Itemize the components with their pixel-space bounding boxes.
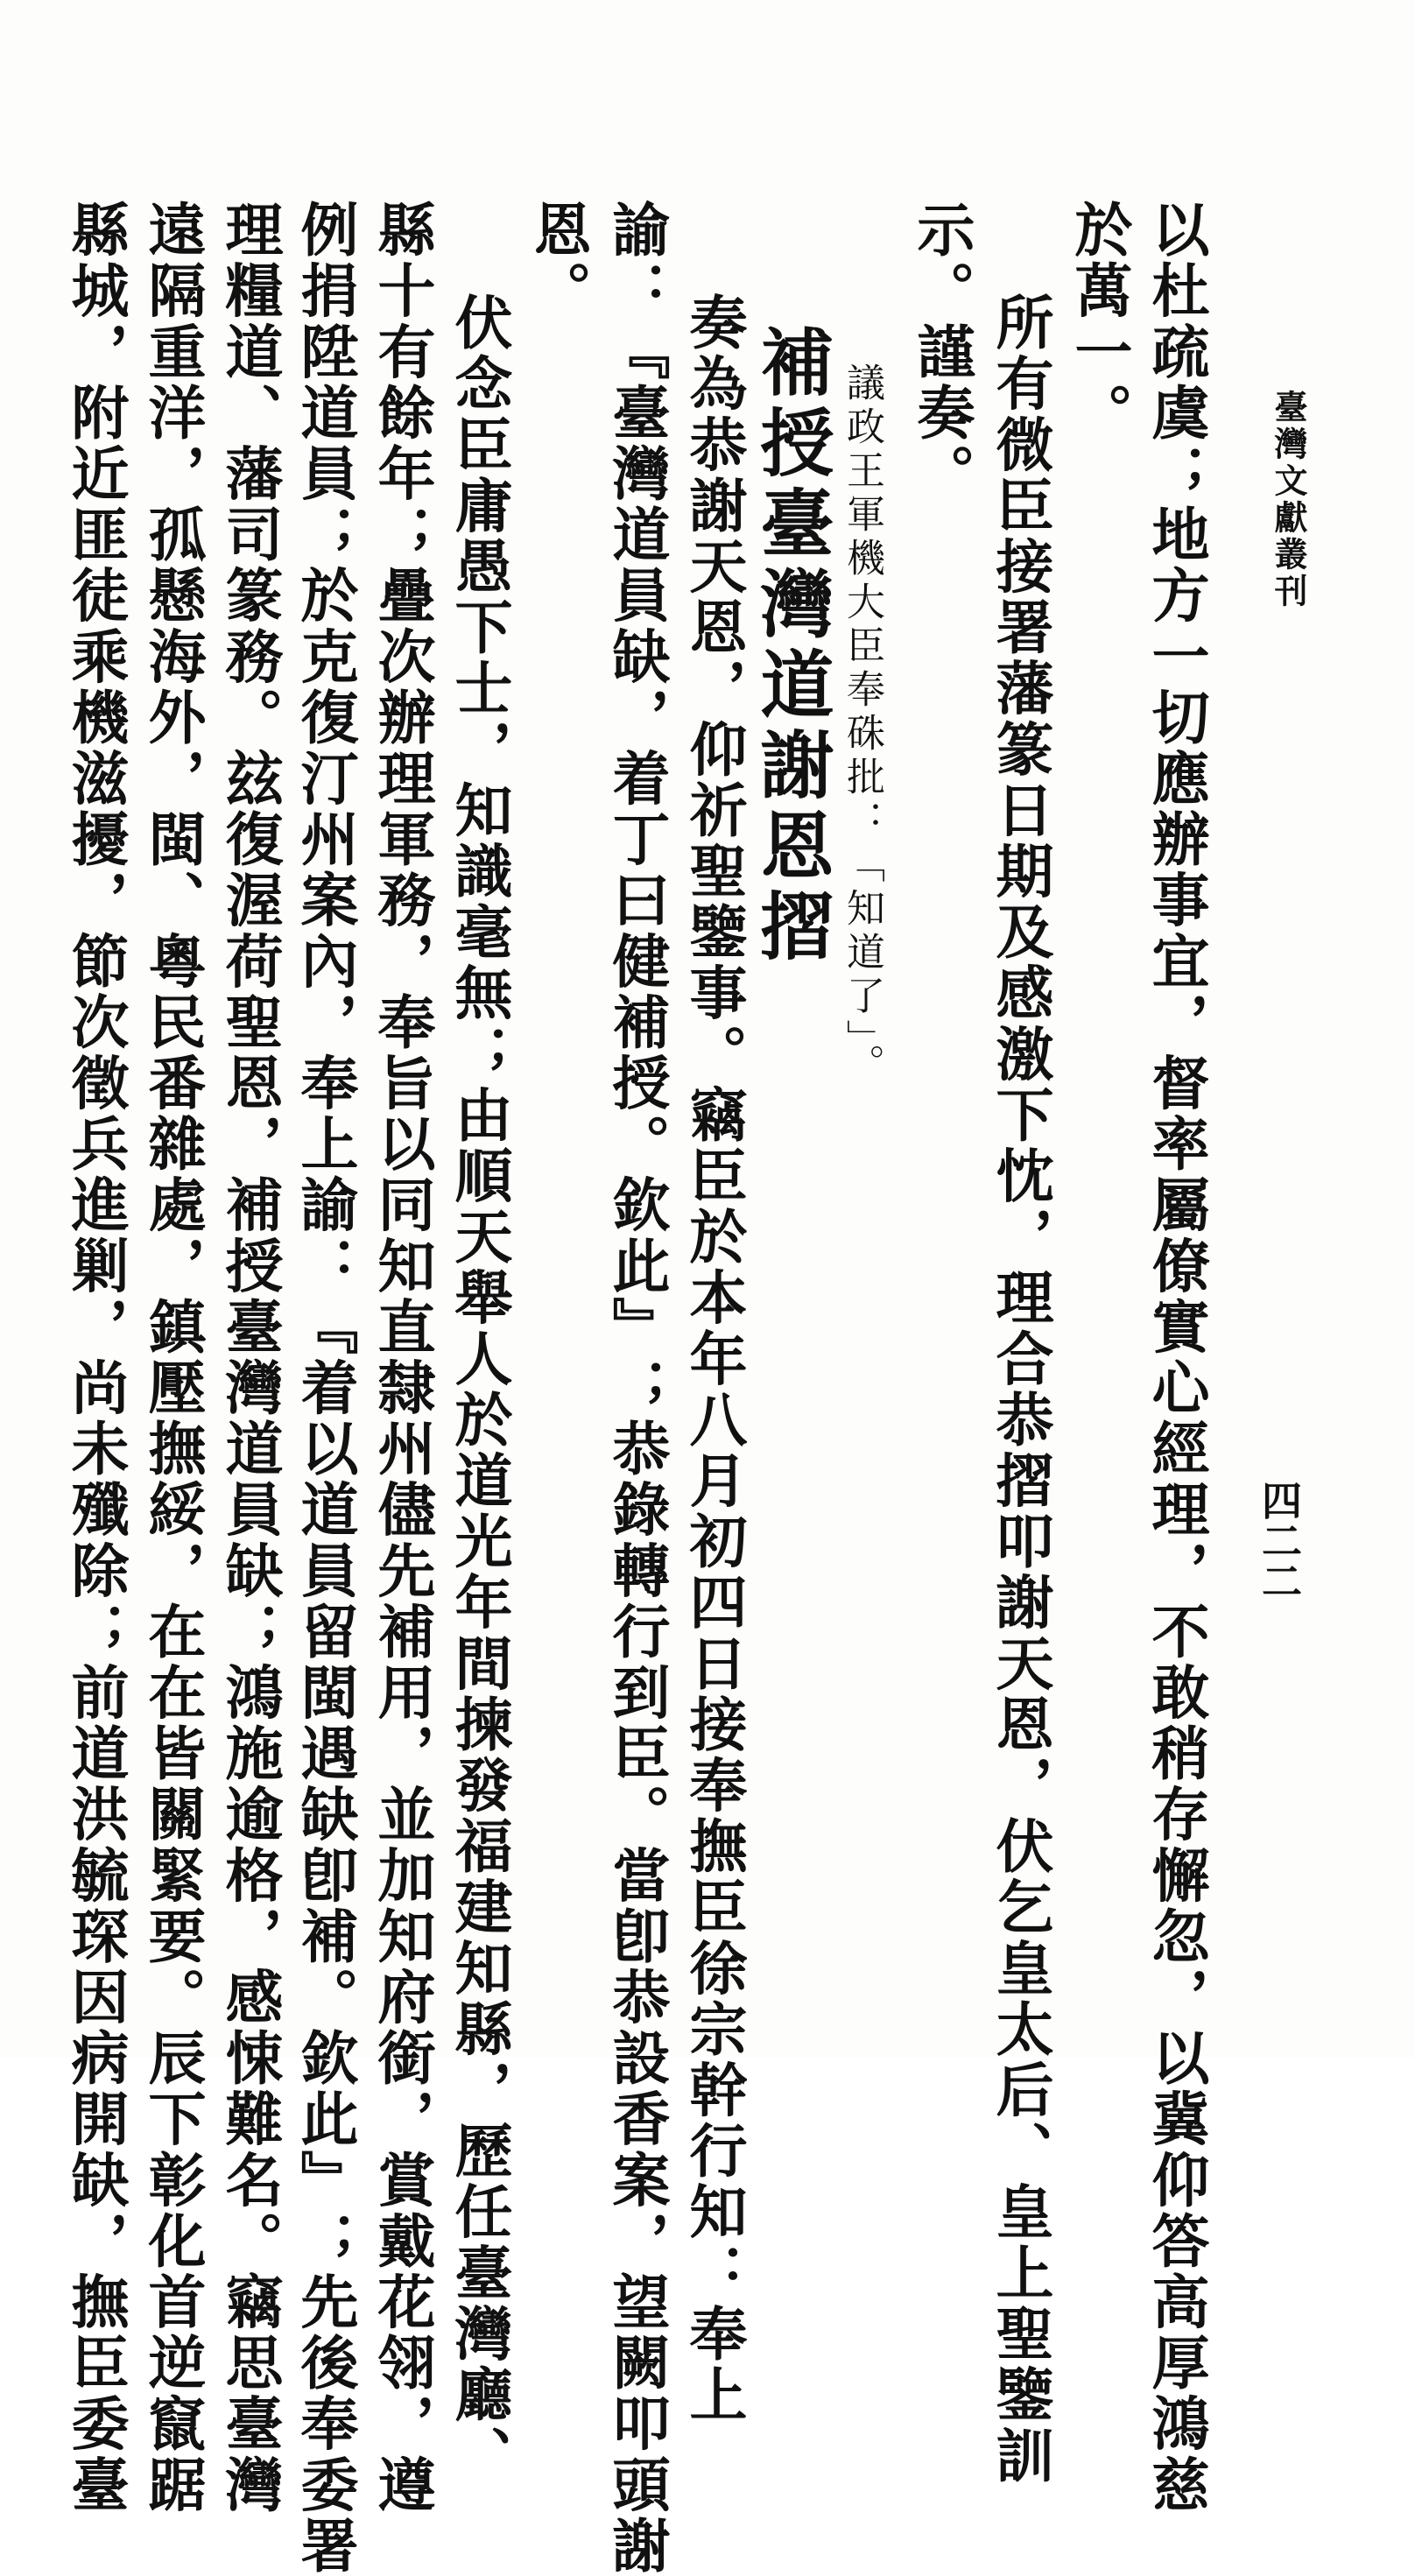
text-column-14: 遠隔重洋，孤懸海外，閩、粵民番雜處，鎮壓撫綏，在在皆關緊要。辰下彰化首逆竄踞 — [138, 200, 207, 2516]
text-column-10: 伏念臣庸愚下士，知識毫無；由順天舉人於道光年間揀發福建知縣，歷任臺灣廳、 — [445, 292, 513, 2487]
text-column-2: 於萬一。 — [1065, 200, 1133, 444]
memorial-heading: 補授臺灣道謝恩摺 — [749, 324, 835, 968]
text-column-8: 諭：『臺灣道員缺，着丁曰健補授。欽此』；恭錄轉行到臣。當卽恭設香案，望闕叩頭謝 — [602, 200, 671, 2576]
text-column-11: 縣十有餘年；疊次辦理軍務，奉旨以同知直隸州儘先補用，並加知府銜，賞戴花翎，遵 — [368, 200, 436, 2516]
text-column-15: 縣城，附近匪徒乘機滋擾，節次徵兵進剿，尚未殲除；前道洪毓琛因病開缺，撫臣委臺 — [61, 200, 130, 2516]
page-number: 四二二 — [1256, 1480, 1303, 1601]
imperial-rescript-line: 議政王軍機大臣奉硃批：「知道了」。 — [840, 362, 884, 1087]
running-title: 臺灣文獻叢刊 — [1269, 390, 1308, 610]
text-column-13: 理糧道、藩司篆務。玆復渥荷聖恩，補授臺灣道員缺；鴻施逾格，感悚難名。竊思臺灣 — [215, 200, 284, 2516]
text-column-7: 奏為恭謝天恩，仰祈聖鑒事。竊臣於本年八月初四日接奉撫臣徐宗幹行知：奉上 — [679, 292, 748, 2425]
text-column-4: 示。謹奏。 — [907, 200, 975, 504]
text-column-9: 恩。 — [524, 200, 592, 322]
text-column-12: 例捐陞道員；於克復汀州案內，奉上諭：『着以道員留閩遇缺卽補。欽此』；先後奉委署 — [291, 200, 359, 2576]
text-column-3: 所有微臣接署藩篆日期及感激下忱，理合恭摺叩謝天恩，伏乞皇太后、皇上聖鑒訓 — [986, 292, 1054, 2487]
text-column-1: 以杜疏虞；地方一切應辦事宜，督率屬僚實心經理，不敢稍存懈忽，以冀仰答高厚鴻慈 — [1142, 200, 1210, 2516]
